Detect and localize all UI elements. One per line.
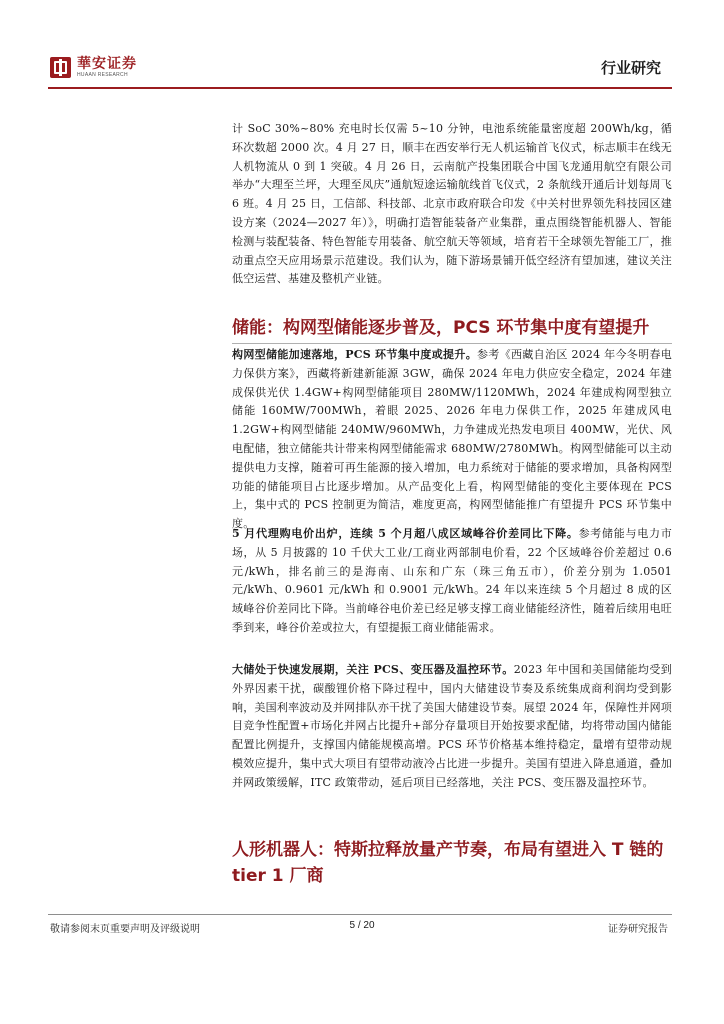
section-heading-energy-storage: 储能：构网型储能逐步普及，PCS 环节集中度有望提升 xyxy=(232,318,650,338)
footer-divider xyxy=(48,914,672,915)
paragraph-body: 参考储能与电力市场，从 5 月披露的 10 千伏大工业/工商业两部制电价看，22 个区域峰谷价差超过 0.6 元/kWh，排名前三的是海南、山东和广东（珠三角五市），价差分别为 1.0501 元/kWh、0.9601 元/kWh 和 0.9001 元/kWh。24 年以来连续 5 个月超过 8 成的区域峰谷价差同比下降。当前峰谷电价差已经足够支撑工商业储能经济性，随着后续用电旺季到来，峰谷价差或拉大，有望提振工商业储能需求。 xyxy=(232,527,672,634)
paragraph-large-storage xyxy=(232,661,672,793)
page-number: 5 / 20 xyxy=(349,920,375,931)
footer-disclaimer: 敬请参阅末页重要声明及评级说明 xyxy=(50,924,200,935)
company-logo xyxy=(50,57,137,78)
logo-text xyxy=(77,57,137,78)
paragraph-lead: 大储处于快速发展期，关注 PCS、变压器及温控环节。 xyxy=(232,663,514,676)
paragraph-low-altitude-economy xyxy=(232,120,672,289)
logo-english-name: HUAAN RESEARCH xyxy=(77,72,128,78)
paragraph-body: 2023 年中国和美国储能均受到外界因素干扰，碳酸锂价格下降过程中，国内大储建设节奏及系统集成商利润均受到影响，美国利率波动及并网排队亦干扰了美国大储建设节奏。展望 2024 年，保障性并网项目竞争性配置+市场化并网占比提升+部分存量项目开始按要求配储，均将带动国内储能配置比例提升，支撑国内储能规模高增。PCS 环节价格基本维持稳定，量增有望带动规模效应提升，集中式大项目有望带动液冷占比进一步提升。美国有望进入降息通道，叠加并网政策缓解，ITC 政策带动，延后项目已经落地，关注 PCS、变压器及温控环节。 xyxy=(232,663,672,789)
section-divider xyxy=(232,343,672,344)
logo-seal-icon xyxy=(50,57,71,78)
report-category-title: 行业研究 xyxy=(600,60,661,77)
logo-chinese-name: 華安证券 xyxy=(77,56,137,72)
header-divider xyxy=(48,87,672,89)
footer-report-type: 证券研究报告 xyxy=(608,924,668,935)
paragraph-body: 参考《西藏自治区 2024 年今冬明春电力保供方案》，西藏将新建新能源 3GW，确保 2024 年电力供应安全稳定，2024 年建成保供光伏 1.4GW+构网型储能项目 280MW/1120MWh，2024 年建成构网型独立储能 160MW/700MWh，着眼 2025、2026 年电力保供工作，2025 年建成风电 1.2GW+构网型储能 240MW/960MWh，力争建成光热发电项目 400MW，光伏、风电配储，独立储能共计带来构网型储能需求 680MW/2780MWh。构网型储能可以主动提供电力支撑，随着可再生能源的接入增加，电力系统对于储能的要求增加，具备构网型功能的储能项目占比逐步增加。从产品变化上看，构网型储能的变化主要体现在 PCS 上，集中式的 PCS 控制更为简洁，难度更高，构网型储能推广有望提升 PCS 环节集中度。 xyxy=(232,348,672,531)
paragraph-grid-forming-storage xyxy=(232,346,672,534)
paragraph-lead: 5 月代理购电价出炉，连续 5 个月超八成区域峰谷价差同比下降。 xyxy=(232,527,579,540)
paragraph-body: 计 SoC 30%~80% 充电时长仅需 5~10 分钟，电池系统能量密度超 200Wh/kg，循环次数超 2000 次。4 月 27 日，顺丰在西安举行无人机运输首飞仪式，标志顺丰在线无人机物流从 0 到 1 突破。4 月 26 日，云南航产投集团联合中国飞龙通用航空有限公司举办“大理至兰坪，大理至凤庆”通航短途运输航线首飞仪式，2 条航线开通后计划每周飞 6 班。4 月 25 日，工信部、科技部、北京市政府联合印发《中关村世界领先科技园区建设方案（2024—2027 年）》，明确打造智能装备产业集群，重点围绕智能机器人、智能检测与装配装备、特色智能专用装备、航空航天等领域，培育若干全球领先智能工厂，推动重点空天应用场景示范建设。我们认为，随下游场景铺开低空经济有望加速，建议关注低空运营、基建及整机产业链。 xyxy=(232,122,672,286)
paragraph-electricity-price xyxy=(232,525,672,638)
section-heading-humanoid-robot: 人形机器人：特斯拉释放量产节奏，布局有望进入 T 链的 tier 1 厂商 xyxy=(232,840,664,886)
paragraph-lead: 构网型储能加速落地，PCS 环节集中度或提升。 xyxy=(232,348,478,361)
page-header xyxy=(0,0,724,92)
